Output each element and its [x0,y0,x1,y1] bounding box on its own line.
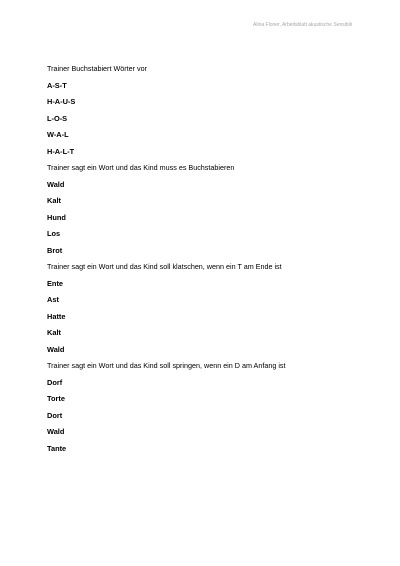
word-item: Dort [47,410,63,420]
worksheet-content [47,64,367,460]
word-item: Kalt [47,328,61,337]
word-item: Ente [47,278,64,288]
section-instruction: Trainer Buchstabiert Wörter vor [47,64,147,73]
section-clap-t-end [47,262,367,354]
word-item: Torte [47,394,65,403]
word-item: Wald [47,344,65,354]
page-header: Alina Floner, Arbeitsblatt akustische Sensibili [253,22,352,28]
word-item: Kalt [47,196,61,205]
word-item: Wald [47,179,65,189]
word-item: Hund [47,212,66,222]
word-item: Brot [47,245,63,255]
word-item: Hatte [47,311,66,321]
section-instruction: Trainer sagt ein Wort und das Kind muss es Buchstabieren [47,163,235,172]
word-item: Wald [47,427,65,436]
word-item: L-O-S [47,113,68,123]
word-item: A-S-T [47,80,67,90]
word-item: H-A-U-S [47,97,76,106]
word-item: H-A-L-T [47,146,75,156]
word-item: Los [47,229,61,238]
word-item: W-A-L [47,130,69,139]
section-child-spells [47,163,367,255]
word-item: Tante [47,443,67,453]
section-spelling-aloud [47,64,367,156]
section-instruction: Trainer sagt ein Wort und das Kind soll klatschen, wenn ein T am Ende ist [47,262,282,271]
section-instruction: Trainer sagt ein Wort und das Kind soll springen, wenn ein D am Anfang ist [47,361,286,370]
word-item: Ast [47,295,59,304]
section-jump-d-start [47,361,367,453]
word-item: Dorf [47,377,63,387]
